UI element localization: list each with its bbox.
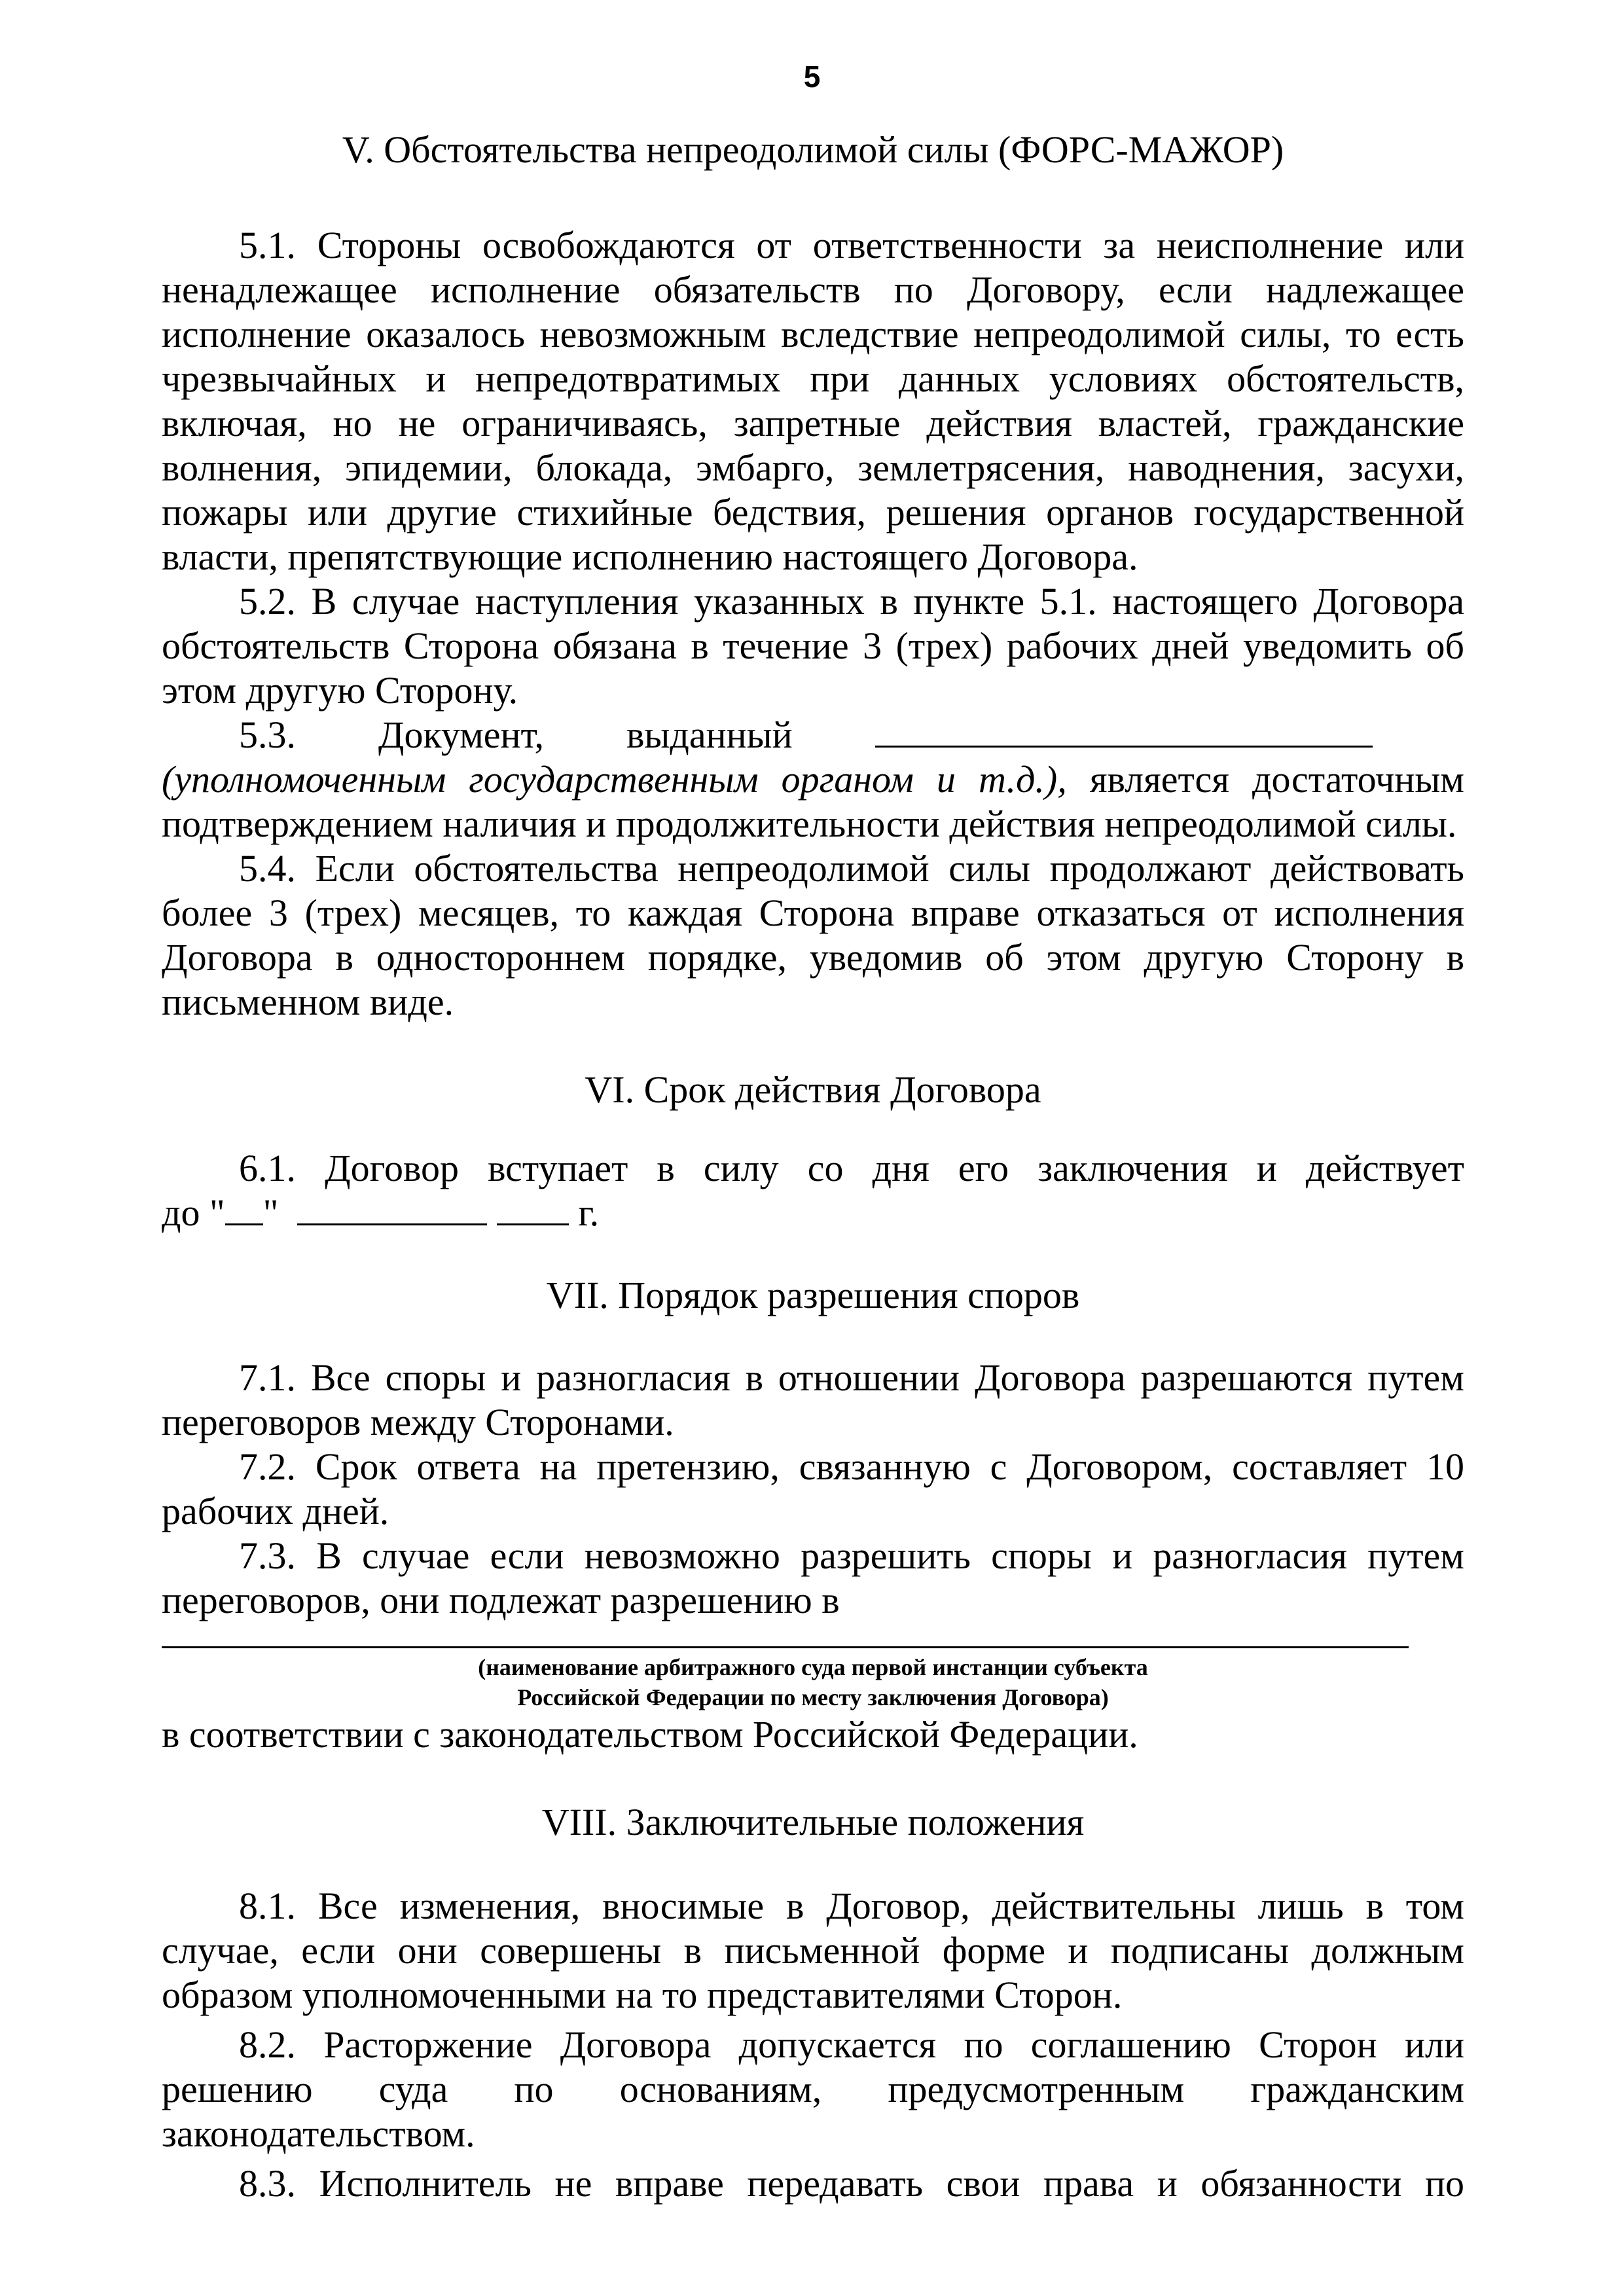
clause-8-2: 8.2. Расторжение Договора допускается по соглашению Сторон или решению суда по основаниям, предусмотренным гражданским законодательством. [162,2023,1464,2155]
year-blank-line [497,1191,569,1225]
clause-5-2: 5.2. В случае наступления указанных в пункте 5.1. настоящего Договора обстоятельств Сторона обязана в течение 3 (трех) рабочих дней уведомить об этом другую Сторону. [162,580,1464,712]
page-number: 5 [803,60,821,94]
clause-5-1: 5.1. Стороны освобождаются от ответственности за неисполнение или ненадлежащее исполнение обязательств по Договору, если надлежащее исполнение оказалось невозможным вследствие непреодолимой силы, то есть чрезвычайных и непредотвратимых при данных условиях обстоятельств, включая, но не ограничиваясь, запретные действия властей, гражданские волнения, эпидемии, блокада, эмбарго, землетрясения, наводнения, засухи, пожары или другие стихийные бедствия, решения органов государственной власти, препятствующие исполнению настоящего Договора. [162,224,1464,578]
until-label: до " [162,1191,225,1234]
day-blank-line [225,1191,263,1225]
section-6-heading: VI. Срок действия Договора [585,1068,1041,1111]
clause-6-1: 6.1. Договор вступает в силу со дня его заключения и действует [239,1147,1464,1189]
court-name-blank-line [162,1628,1409,1648]
authority-blank-line [875,713,1373,748]
section-5-heading: V. Обстоятельства непреодолимой силы (ФОРС-МАЖОР) [342,128,1284,171]
clause-8-1: 8.1. Все изменения, вносимые в Договор, действительны лишь в том случае, если они совершены в письменной форме и подписаны должным образом уполномоченными на то представителями Сторон. [162,1885,1464,2016]
month-blank-line [297,1191,487,1225]
clause-5-3-start: 5.3. Документ, выданный [239,714,793,756]
clause-7-3-end: в соответствии с законодательством Российской Федерации. [162,1713,1138,1756]
section-8-heading: VIII. Заключительные положения [541,1801,1085,1843]
court-name-caption-line-1: (наименование арбитражного суда первой инстанции субъекта [478,1654,1148,1680]
clause-5-3-italic: (уполномоченным государственным органом и т.д.), [162,758,1067,801]
clause-6-1-date [162,1191,1464,1235]
clause-7-2: 7.2. Срок ответа на претензию, связанную с Договором, составляет 10 рабочих дней. [162,1445,1464,1532]
clause-7-1: 7.1. Все споры и разногласия в отношении Договора разрешаются путем переговоров между Сторонами. [162,1356,1464,1443]
closing-quote: " [262,1191,279,1234]
clause-5-3 [162,713,1464,846]
clause-7-3: 7.3. В случае если невозможно разрешить споры и разногласия путем переговоров, они подлежат разрешению в [162,1534,1464,1621]
clause-8-3: 8.3. Исполнитель не вправе передавать свои права и обязанности по [239,2162,1464,2205]
section-7-heading: VII. Порядок разрешения споров [546,1274,1080,1316]
clause-5-4: 5.4. Если обстоятельства непреодолимой силы продолжают действовать более 3 (трех) месяцев, то каждая Сторона вправе отказаться от исполнения Договора в одностороннем порядке, уведомив об этом другую Сторону в письменном виде. [162,847,1464,1023]
clause-5-3-end: является достаточным подтверждением наличия и продолжительности действия непреодолимой силы. [162,758,1464,845]
document-body [162,128,1464,2206]
court-name-caption-line-2: Российской Федерации по месту заключения Договора) [517,1684,1109,1710]
year-suffix: г. [578,1191,600,1234]
